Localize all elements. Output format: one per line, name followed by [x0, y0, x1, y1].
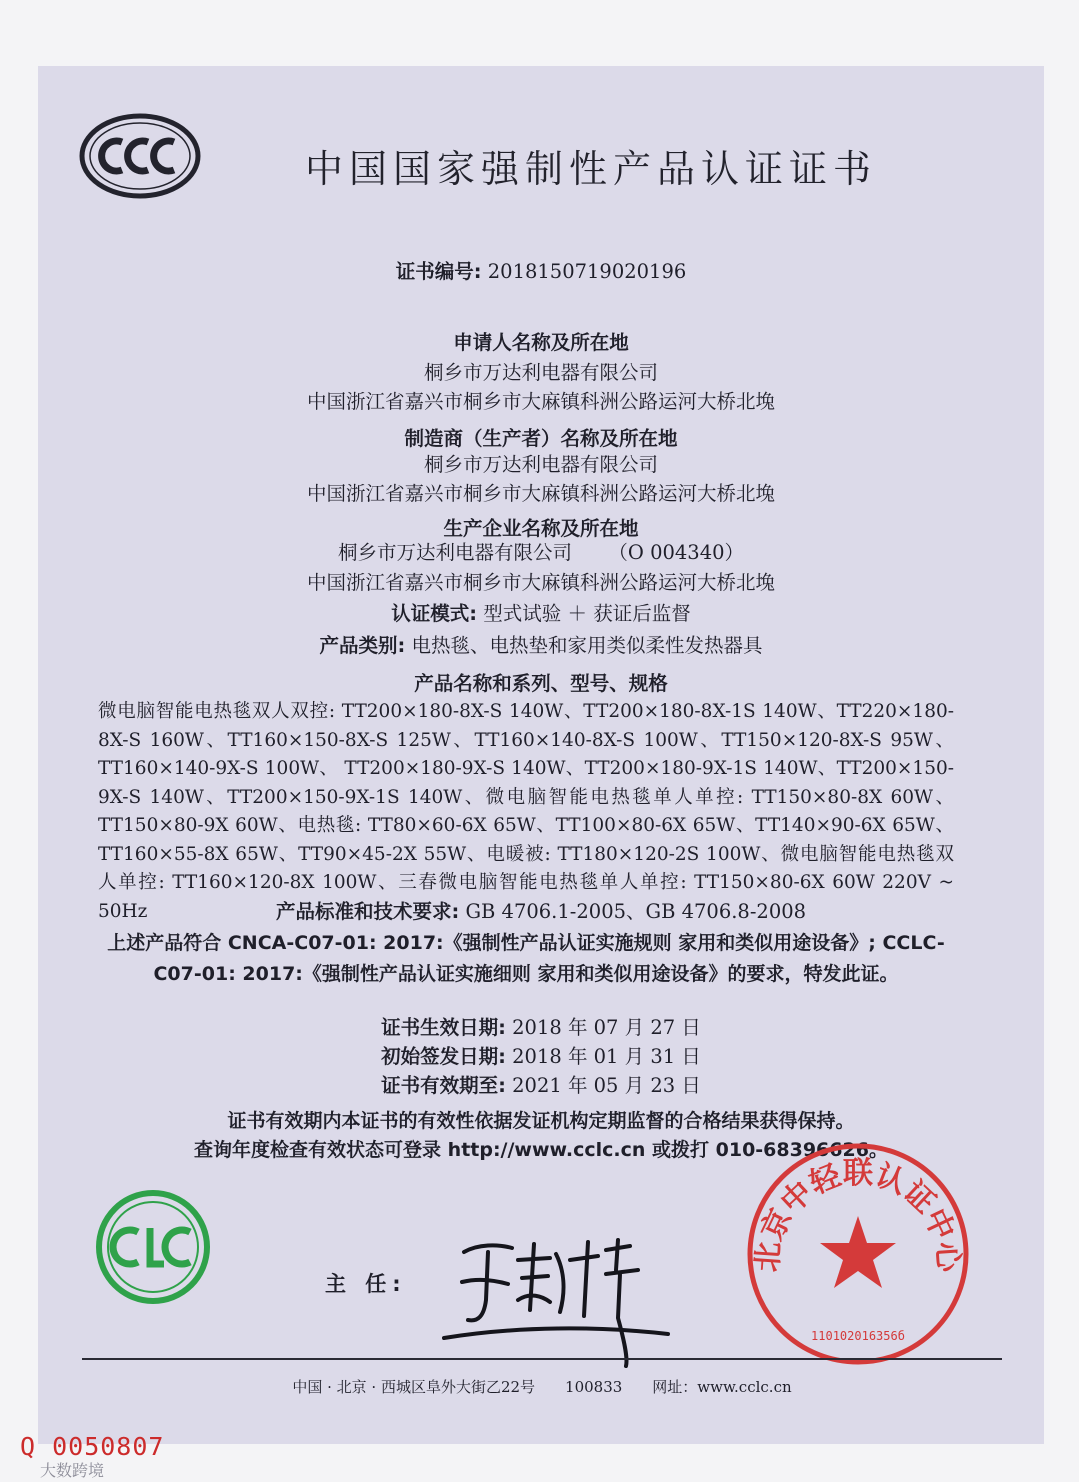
certification-mode-label: 认证模式:: [391, 602, 478, 625]
standards-row: [38, 902, 1044, 922]
products-heading: 产品名称和系列、型号、规格: [414, 672, 668, 695]
query-note: 查询年度检查有效状态可登录 http://www.cclc.cn 或拨打 010-68396626。: [194, 1139, 888, 1161]
standards-label: 产品标准和技术要求:: [275, 900, 460, 923]
clc-logo: [94, 1188, 212, 1306]
certification-mode-value: 型式试验 ＋ 获证后监督: [483, 602, 691, 625]
manufacturer-heading: 制造商（生产者）名称及所在地: [404, 427, 678, 450]
product-category-value: 电热毯、电热垫和家用类似柔性发热器具: [411, 634, 763, 657]
expiry-date-value: 2021 年 05 月 23 日: [512, 1074, 701, 1097]
certificate-number: 2018150719020196: [487, 260, 687, 283]
products-list: 微电脑智能电热毯双人双控: TT200×180-8X-S 140W、TT200×180-8X-1S 140W、TT220×180-8X-S 160W、TT160×150-8X-S 125W、TT160×140-8X-S 100W、TT150×120-8X-S 95W、TT160×140-9X-S 100W、 TT200×180-9X-S 140W、TT200×180-9X-1S 140W、TT200×150-9X-S 140W、TT200×150-9X-1S 140W、微电脑智能电热毯单人单控: TT150×80-8X 60W、TT150×80-9X 60W、电热毯: TT80×60-6X 65W、TT100×80-6X 65W、TT140×90-6X 65W、TT160×55-8X 65W、TT90×45-2X 55W、电暖被: TT180×120-2S 100W、微电脑智能电热毯双人单控: TT160×120-8X 100W、三春微电脑智能电热毯单人单控: TT150×80-6X 60W 220V ~ 50Hz: [98, 701, 954, 922]
factory-heading: 生产企业名称及所在地: [443, 517, 639, 540]
manufacturer-address: 中国浙江省嘉兴市桐乡市大麻镇科洲公路运河大桥北堍: [306, 482, 775, 505]
expiry-date-label: 证书有效期至:: [381, 1074, 506, 1097]
product-category-label: 产品类别:: [319, 634, 406, 657]
serial-number: Q 0050807: [20, 1432, 165, 1461]
footer-divider: [82, 1358, 1002, 1360]
product-category-row: [38, 636, 1044, 656]
expiry-date-row: [38, 1076, 1044, 1096]
effective-date-row: [38, 1018, 1044, 1038]
seal-star-icon: [820, 1216, 896, 1288]
standards-value: GB 4706.1-2005、GB 4706.8-2008: [465, 900, 807, 923]
factory-address: 中国浙江省嘉兴市桐乡市大麻镇科洲公路运河大桥北堍: [306, 571, 775, 594]
certification-mode-row: [38, 604, 1044, 624]
effective-date-value: 2018 年 07 月 27 日: [512, 1016, 701, 1039]
certificate-title: 中国国家强制性产品认证证书: [304, 147, 877, 191]
effective-date-label: 证书生效日期:: [381, 1016, 506, 1039]
factory-name-row: [38, 543, 1044, 563]
certificate-number-label: 证书编号:: [395, 260, 482, 283]
footer-address: 中国 · 北京 · 西城区阜外大街乙22号 100833 网址：www.cclc.cn: [292, 1378, 792, 1396]
watermark-text: 大数跨境: [40, 1461, 105, 1480]
director-label: 主 任:: [325, 1272, 407, 1296]
seal-ring-text: 北京中轻联认证中心: [750, 1156, 966, 1274]
applicant-address: 中国浙江省嘉兴市桐乡市大麻镇科洲公路运河大桥北堍: [306, 390, 775, 413]
seal-number: 110102016356б: [811, 1329, 905, 1343]
certification-seal: [742, 1138, 974, 1370]
factory-code: （O 004340）: [608, 541, 745, 564]
initial-date-value: 2018 年 01 月 31 日: [512, 1045, 701, 1068]
conformity-statement: 上述产品符合 CNCA-C07-01: 2017:《强制性产品认证实施规则 家用和类似用途设备》; CCLC-C07-01: 2017:《强制性产品认证实施细则 家用和类似用途设备》的要求，特发此证。: [107, 932, 945, 985]
certificate-number-row: [38, 262, 1044, 282]
initial-date-row: [38, 1047, 1044, 1067]
manufacturer-name: 桐乡市万达利电器有限公司: [423, 453, 658, 476]
applicant-name: 桐乡市万达利电器有限公司: [423, 361, 658, 384]
initial-date-label: 初始签发日期:: [381, 1045, 506, 1068]
factory-name: 桐乡市万达利电器有限公司: [337, 541, 572, 564]
director-signature: [438, 1230, 678, 1370]
validity-note: 证书有效期内本证书的有效性依据发证机构定期监督的合格结果获得保持。: [227, 1110, 855, 1132]
applicant-heading: 申请人名称及所在地: [453, 331, 629, 354]
